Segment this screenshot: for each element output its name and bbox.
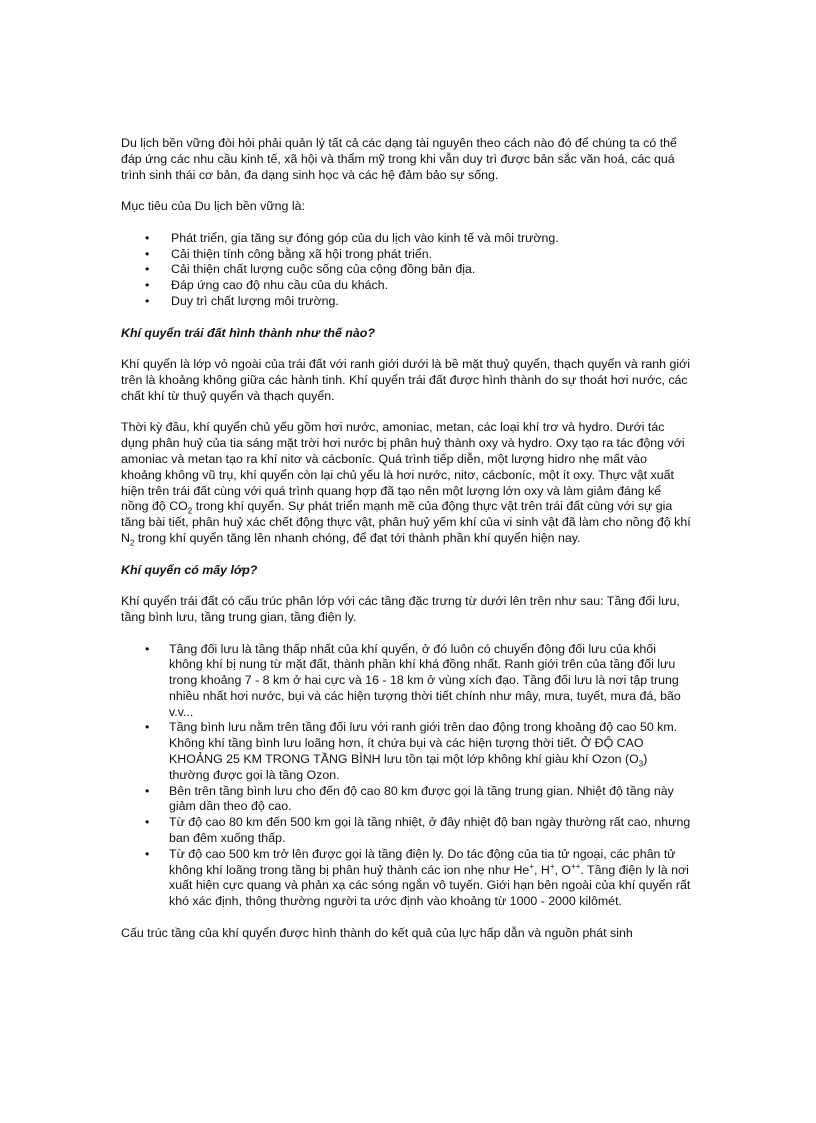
bullet-icon: • (145, 293, 150, 308)
goals-intro: Mục tiêu của Du lịch bền vững là: (121, 199, 305, 214)
section-heading-formation: Khí quyển trái đất hình thành như thế nào? (121, 325, 375, 340)
intro-paragraph: Du lịch bền vững đòi hỏi phải quản lý tất cả các dạng tài nguyên theo cách nào đó để chúng ta có thể đáp ứng các nhu cầu kinh tế, xã hội và thẩm mỹ trong khi vẫn duy trì được bản sắc văn hoá, các quá trình sinh thái cơ bản, đa dạng sinh học và các hệ đảm bảo sự sống. (121, 136, 677, 182)
bullet-icon: • (145, 846, 150, 861)
bullet-icon: • (145, 783, 150, 798)
paragraph: Khí quyển là lớp vỏ ngoài của trái đất với ranh giới dưới là bề mặt thuỷ quyển, thạch quyển và ranh giới trên là khoảng không giữa các hành tinh. Khí quyển trái đất được hình thành do sự thoát hơi nước, các chất khí từ thuỷ quyển và thạch quyển. (121, 357, 690, 403)
bullet-icon: • (145, 641, 150, 656)
goals-list (121, 231, 691, 310)
bullet-icon: • (145, 230, 150, 245)
list-item: • Duy trì chất lượng môi trường. (145, 293, 339, 308)
paragraph: Khí quyển trái đất có cấu trúc phân lớp với các tầng đặc trưng từ dưới lên trên như sau: Tầng đối lưu, tầng bình lưu, tầng trung gian, tầng điện ly. (121, 594, 680, 624)
closing-paragraph: Cấu trúc tầng của khí quyển được hình thành do kết quả của lực hấp dẫn và nguồn phát sinh (121, 925, 633, 940)
bullet-icon: • (145, 246, 150, 261)
layers-list (121, 642, 691, 911)
list-item: • Bên trên tầng bình lưu cho đến độ cao 80 km được gọi là tầng trung gian. Nhiệt độ tầng này giảm dần theo độ cao. (145, 783, 674, 814)
list-item: • Cải thiện chất lượng cuộc sống của cộng đồng bản địa. (145, 262, 476, 277)
paragraph: Thời kỳ đầu, khí quyển chủ yếu gồm hơi nước, amoniac, metan, các loại khí trơ và hydro. Dưới tác dụng phân huỷ của tia sáng mặt trời hơi nước bị phân huỷ thành oxy và hydro. Oxy tạo ra tác động với amoniac và metan tạo ra khí nitơ và cácboníc. Quá trình tiếp diễn, một lượng hidro nhẹ mất vào khoảng không vũ trụ, khí quyển còn lại chủ yếu là hơi nước, nitơ, cácboníc, một ít oxy. Thực vật xuất hiện trên trái đất cùng với quá trình quang hợp đã tạo nên một lượng lớn oxy và làm giảm đáng kể nồng độ $CO_2$ trong khí quyển. Sự phát triển mạnh mẽ của động thực vật trên trái đất cùng với sự gia tăng bài tiết, phân huỷ xác chết động thực vật, phân huỷ yếm khí của vi sinh vật đã làm cho nồng độ khí $N_2$ trong khí quyển tăng lên nhanh chóng, để đạt tới thành phần khí quyển hiện nay. (121, 420, 691, 548)
bullet-icon: • (145, 720, 150, 735)
list-item: • Tầng đối lưu là tầng thấp nhất của khí quyển, ở đó luôn có chuyển động đối lưu của khối không khí bị nung từ mặt đất, thành phần khí khá đồng nhất. Ranh giới trên của tầng đối lưu trong khoảng 7 - 8 km ở hai cực và 16 - 18 km ở vùng xích đạo. Tầng đối lưu là nơi tập trung nhiều nhất hơi nước, bụi và các hiện tượng thời tiết chính như mây, mưa, tuyết, mưa đá, bão v.v... (145, 641, 681, 719)
list-item: • Từ độ cao 500 km trở lên được gọi là tầng điện ly. Do tác động của tia tử ngoại, các phân tử không khí loãng trong tầng bị phân huỷ thành các ion nhẹ như He+, H+, O++. Tầng điện ly là nơi xuất hiện cực quang và phản xạ các sóng ngắn vô tuyến. Giới hạn bên ngoài của khí quyển rất khó xác định, thông thường người ta ước định vào khoảng từ 1000 - 2000 kilômét. (145, 846, 691, 909)
list-item: • Đáp ứng cao độ nhu cầu của du khách. (145, 278, 389, 293)
bullet-icon: • (145, 262, 150, 277)
list-item: • Phát triển, gia tăng sự đóng góp của du lịch vào kinh tế và môi trường. (145, 230, 559, 245)
list-item: • Cải thiện tính công bằng xã hội trong phát triển. (145, 246, 433, 261)
bullet-icon: • (145, 815, 150, 830)
section-heading-layers: Khí quyển có mấy lớp? (121, 562, 258, 577)
bullet-icon: • (145, 278, 150, 293)
list-item: • Tầng bình lưu nằm trên tầng đối lưu với ranh giới trên dao động trong khoảng độ cao 50 km. Không khí tầng bình lưu loãng hơn, ít chứa bụi và các hiện tượng thời tiết. Ở ĐỘ CAO KHOẢNG 25 KM TRONG TẦNG BÌNH lưu tồn tại một lớp không khí giàu khí Ozon $(O_3)$ thường được gọi là tầng Ozon. (145, 720, 678, 782)
document-page (121, 136, 691, 942)
list-item: • Từ độ cao 80 km đến 500 km gọi là tầng nhiệt, ở đây nhiệt độ ban ngày thường rất cao, nhưng ban đêm xuống thấp. (145, 815, 691, 846)
